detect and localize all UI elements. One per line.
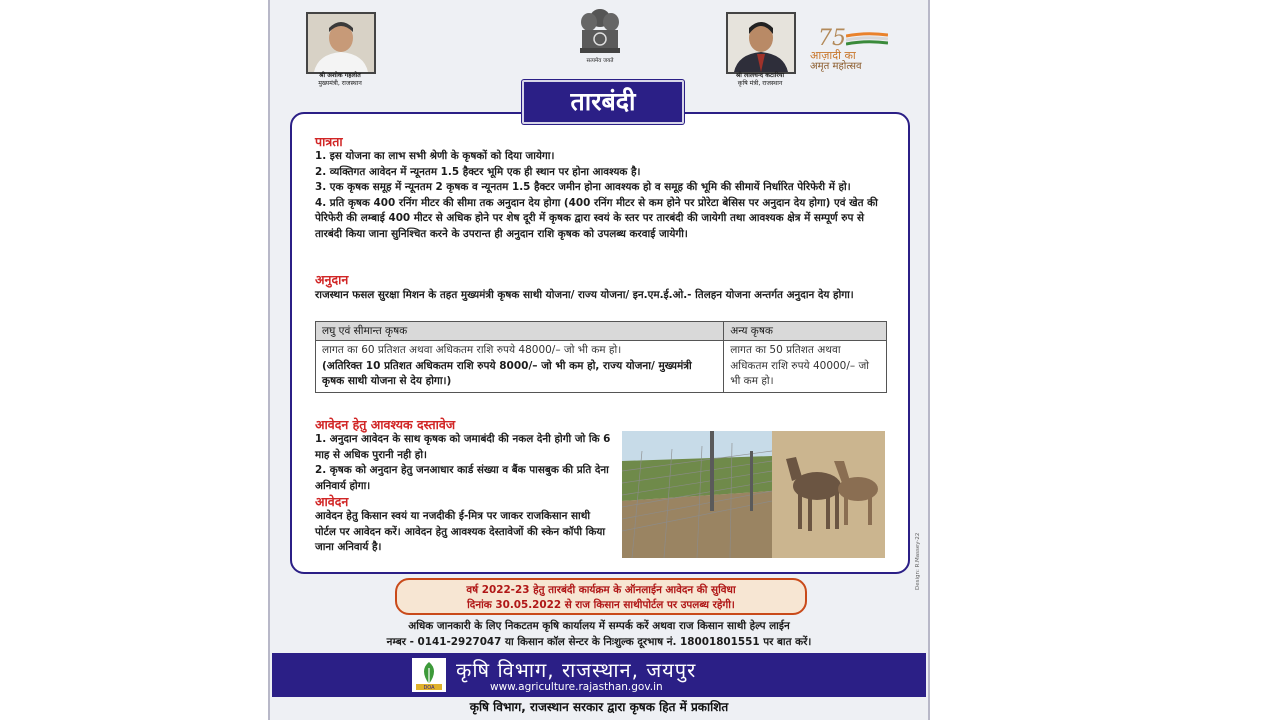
table-header-other: अन्य कृषक — [724, 322, 887, 341]
azadi-ka-amrit-mahotsav-logo — [810, 26, 910, 81]
application-text: आवेदन हेतु किसान स्वयं या नजदीकी ई-मित्र पर जाकर राजकिसान साथी पोर्टल पर आवेदन करें। आवेदन हेतु आवश्यक देस्तावेजों की स्केन कॉपी किया जाना अनिवार्य है। — [315, 510, 606, 553]
documents-list — [315, 432, 613, 494]
design-credit: Design: R.Massey-22 — [915, 532, 921, 590]
eligibility-point: 4. प्रति कृषक 400 रनिंग मीटर की सीमा तक अनुदान देय होगा (400 रनिंग मीटर से कम होने पर प्रोरेटा बेसिस पर अनुदान देय होगा) एवं खेत की पेरिफेरी की लम्बाई 400 मीटर से अधिक होने पर शेष दूरी में कृषक द्वारा स्वयं के स्तर पर तारबंदी की जायेगी तथा आवश्यक क्षेत्र में सम्पूर्ण रुप से तारबंदी किया जाना सुनिश्चित करने के उपरान्त ही अनुदान राशि कृषक को उपलब्ध करवाई जायेगी। — [315, 196, 878, 240]
agriculture-leaf-icon — [412, 658, 446, 692]
fence-and-nilgai-photo — [622, 431, 885, 558]
agriculture-minister-photo — [726, 12, 796, 74]
department-name: कृषि विभाग, राजस्थान, जयपुर — [456, 658, 697, 682]
azadi-number: 75 — [818, 26, 846, 51]
notice-line1: वर्ष 2022-23 हेतु तारबंदी कार्यक्रम के ऑनलाईन आवेदन की सुविधा — [466, 584, 736, 596]
table-cell-small-marginal — [316, 341, 724, 393]
page-title: तारबंदी — [522, 80, 684, 124]
azadi-line2: अमृत महोत्सव — [810, 61, 862, 72]
table-row — [316, 341, 887, 393]
eligibility-point: 3. एक कृषक समूह में न्यूनतम 2 कृषक व न्यूनतम 1.5 हैक्टर जमीन होना आवश्यक हो व समूह की भूमि की सीमायें निर्धारित पेरिफेरी में हो। — [315, 181, 851, 193]
small-marginal-grant: लागत का 60 प्रतिशत अथवा अधिकतम राशि रुपये 48000/– जो भी कम हो। — [322, 344, 622, 356]
azadi-line1: आज़ादी का — [810, 49, 856, 62]
emblem-motto: सत्यमेव जयते — [586, 58, 614, 64]
contact-line1: अधिक जानकारी के लिए निकटतम कृषि कार्यालय में सम्पर्क करें अथवा राज किसान साथी हेल्प लाईन — [408, 620, 790, 632]
eligibility-heading: पात्रता — [315, 134, 343, 149]
chief-minister-name: श्री अशोक गहलोत — [319, 72, 361, 79]
footer-publisher: कृषि विभाग, राजस्थान सरकार द्वारा कृषक हित में प्रकाशित — [272, 697, 926, 719]
chief-minister-post: मुख्यमंत्री, राजस्थान — [318, 80, 362, 87]
agriculture-minister-caption — [712, 72, 808, 88]
poster — [268, 0, 930, 720]
grant-heading: अनुदान — [315, 272, 349, 287]
flag-icon — [846, 32, 888, 46]
notice-line2: दिनांक 30.05.2022 से राज किसान साथीपोर्टल पर उपलब्ध रहेगी। — [467, 599, 735, 611]
department-band — [272, 653, 926, 697]
small-marginal-note: (अतिरिक्त 10 प्रतिशत अधिकतम राशि रुपये 8000/– जो भी कम हो, राज्य योजना/ मुख्यमंत्री कृषक साथी योजना से देय होगा।) — [322, 359, 692, 387]
table-header-row — [316, 322, 887, 341]
agriculture-minister-post: कृषि मंत्री, राजस्थान — [737, 80, 783, 87]
contact-info — [294, 619, 904, 650]
agriculture-minister-name: श्री लालचन्द कटारिया — [735, 72, 785, 79]
table-header-small-marginal: लघु एवं सीमान्त कृषक — [316, 322, 724, 341]
document-point: 1. अनुदान आवेदन के साथ कृषक को जमाबंदी की नकल देनी होगी जो कि 6 माह से अधिक पुरानी नही हो। — [315, 433, 611, 461]
department-logo — [412, 658, 446, 692]
online-application-notice — [395, 578, 807, 615]
grant-intro: राजस्थान फसल सुरक्षा मिशन के तहत मुख्यमंत्री कृषक साथी योजना/ राज्य योजना/ इन.एम.ई.ओ.- तिलहन योजना अन्तर्गत अनुदान देय होगा। — [315, 289, 854, 301]
document-point: 2. कृषक को अनुदान हेतु जनआधार कार्ड संख्या व बैंक पासबुक की प्रति देना अनिवार्य होगा। — [315, 464, 609, 492]
chief-minister-photo — [306, 12, 376, 74]
national-emblem-icon — [574, 4, 626, 60]
logo-text: DOA — [423, 685, 435, 691]
documents-heading: आवेदन हेतु आवश्यक दस्तावेज — [315, 417, 456, 432]
grant-table — [315, 321, 887, 393]
eligibility-list — [315, 149, 891, 242]
eligibility-point: 1. इस योजना का लाभ सभी श्रेणी के कृषकों को दिया जायेगा। — [315, 150, 555, 162]
application-heading: आवेदन — [315, 494, 349, 509]
table-cell-other: लागत का 50 प्रतिशत अथवा अधिकतम राशि रुपये 40000/– जो भी कम हो। — [724, 341, 887, 393]
eligibility-point: 2. व्यक्तिगत आवेदन में न्यूनतम 1.5 हैक्टर भूमि एक ही स्थान पर होना आवश्यक है। — [315, 165, 641, 178]
contact-line2: नम्बर - 0141-2927047 या किसान कॉल सेन्टर के निःशुल्क दूरभाष नं. 18001801551 पर बात करें। — [386, 635, 812, 648]
chief-minister-caption — [294, 72, 386, 88]
department-website-link[interactable]: www.agriculture.rajasthan.gov.in — [490, 681, 663, 693]
